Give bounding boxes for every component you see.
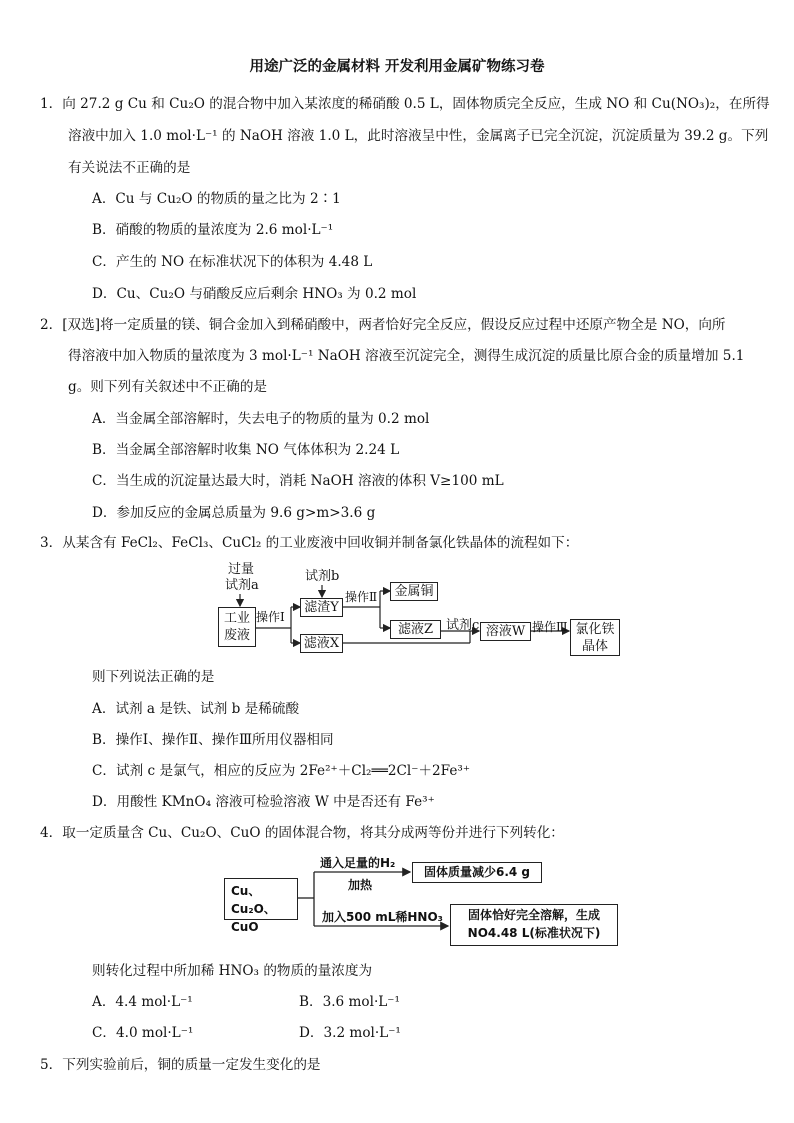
q4-question: 则转化过程中所加稀 HNO₃ 的物质的量浓度为 — [92, 963, 373, 979]
q4-box-mixture — [224, 878, 298, 934]
q2-stem-line3: g。则下列有关叙述中不正确的是 — [68, 379, 268, 395]
q4-stem-line1: 4．取一定质量含 Cu、Cu₂O、CuO 的固体混合物，将其分成两等份并进行下列转化： — [40, 825, 564, 841]
q3-crystal-line1: 氯化铁 — [575, 621, 615, 637]
q3-option-d: D．用酸性 KMnO₄ 溶液可检验溶液 W 中是否还有 Fe³⁺ — [92, 794, 435, 810]
q2-option-d: D．参加反应的金属总质量为 9.6 g>m>3.6 g — [92, 505, 376, 521]
q1-stem-line2: 溶液中加入 1.0 mol·L⁻¹ 的 NaOH 溶液 1.0 L，此时溶液呈中性，金属离子已完全沉淀，沉淀质量为 39.2 g。下列 — [68, 128, 769, 144]
q3-op1: 操作Ⅰ — [256, 610, 285, 624]
q3-box-filtrate-z: 滤液Z — [390, 620, 441, 639]
q3-reagent-a-line1: 过量 — [228, 562, 255, 577]
q4-mixture-line2: CuO — [231, 920, 259, 934]
q3-op2: 操作Ⅱ — [345, 590, 378, 604]
q3-reagent-b: 试剂b — [305, 569, 340, 584]
q4-upper-label-2: 加热 — [348, 878, 373, 892]
q4-lower-result-line1: 固体恰好完全溶解，生成 — [467, 908, 600, 922]
q4-option-c: C．4.0 mol·L⁻¹ — [92, 1025, 194, 1041]
q3-option-a: A．试剂 a 是铁、试剂 b 是稀硫酸 — [92, 701, 300, 717]
q3-box-metal-cu: 金属铜 — [390, 582, 438, 601]
q4-option-b: B．3.6 mol·L⁻¹ — [299, 994, 400, 1010]
q4-box-upper-result: 固体质量减少6.4 g — [412, 862, 542, 883]
q5-stem-line1: 5．下列实验前后，铜的质量一定发生变化的是 — [40, 1057, 321, 1073]
q4-lower-result-line2: NO4.48 L(标准状况下) — [467, 926, 601, 940]
q2-stem-line2: 得溶液中加入物质的量浓度为 3 mol·L⁻¹ NaOH 溶液至沉淀完全，测得生成沉淀的质量比原合金的质量增加 5.1 — [68, 348, 745, 364]
q3-box-residue-y: 滤渣Y — [300, 598, 343, 617]
q1-stem-line3: 有关说法不正确的是 — [68, 160, 191, 176]
q3-stem-line1: 3．从某含有 FeCl₂、FeCl₃、CuCl₂ 的工业废液中回收铜并制备氯化铁晶体的流程如下： — [40, 535, 579, 551]
q3-waste-line1: 工业 — [223, 611, 250, 626]
q2-option-b: B．当金属全部溶解时收集 NO 气体体积为 2.24 L — [92, 442, 400, 458]
page-title: 用途广泛的金属材料 开发利用金属矿物练习卷 — [249, 58, 545, 75]
q1-option-c: C．产生的 NO 在标准状况下的体积为 4.48 L — [92, 254, 373, 270]
q3-question: 则下列说法正确的是 — [92, 669, 215, 685]
q1-option-b: B．硝酸的物质的量浓度为 2.6 mol·L⁻¹ — [92, 222, 334, 238]
q1-option-a: A．Cu 与 Cu₂O 的物质的量之比为 2∶1 — [92, 191, 341, 207]
q1-option-d: D．Cu、Cu₂O 与硝酸反应后剩余 HNO₃ 为 0.2 mol — [92, 286, 417, 302]
q4-upper-label-1: 通入足量的H₂ — [320, 856, 396, 870]
q2-option-c: C．当生成的沉淀量达最大时，消耗 NaOH 溶液的体积 V≥100 mL — [92, 473, 504, 489]
q2-option-a: A．当金属全部溶解时，失去电子的物质的量为 0.2 mol — [92, 411, 430, 427]
q4-lower-label: 加入500 mL稀HNO₃ — [322, 910, 443, 924]
q4-option-a: A．4.4 mol·L⁻¹ — [92, 994, 193, 1010]
q3-reagent-c: 试剂c — [446, 618, 480, 633]
q3-option-c: C．试剂 c 是氯气，相应的反应为 2Fe²⁺＋Cl₂══2Cl⁻＋2Fe³⁺ — [92, 763, 471, 779]
q2-stem-line1: 2．[双选]将一定质量的镁、铜合金加入到稀硝酸中，两者恰好完全反应，假设反应过程中还原产物全是 NO，向所 — [40, 317, 726, 333]
q4-mixture-line1: Cu、Cu₂O、 — [231, 884, 276, 916]
q3-box-filtrate-x: 滤液X — [300, 634, 343, 653]
q3-waste-line2: 废液 — [223, 628, 250, 643]
q4-option-d: D．3.2 mol·L⁻¹ — [299, 1025, 401, 1041]
q3-box-solution-w: 溶液W — [480, 622, 531, 641]
q3-crystal-line2: 晶体 — [581, 638, 608, 654]
q1-stem-line1: 1．向 27.2 g Cu 和 Cu₂O 的混合物中加入某浓度的稀硝酸 0.5 L，固体物质完全反应，生成 NO 和 Cu(NO₃)₂，在所得 — [40, 96, 770, 112]
q4-box-lower-result — [450, 904, 618, 946]
q3-reagent-a-line2: 试剂a — [225, 578, 259, 593]
q3-option-b: B．操作Ⅰ、操作Ⅱ、操作Ⅲ所用仪器相同 — [92, 732, 334, 748]
q3-op3: 操作Ⅲ — [532, 620, 568, 634]
